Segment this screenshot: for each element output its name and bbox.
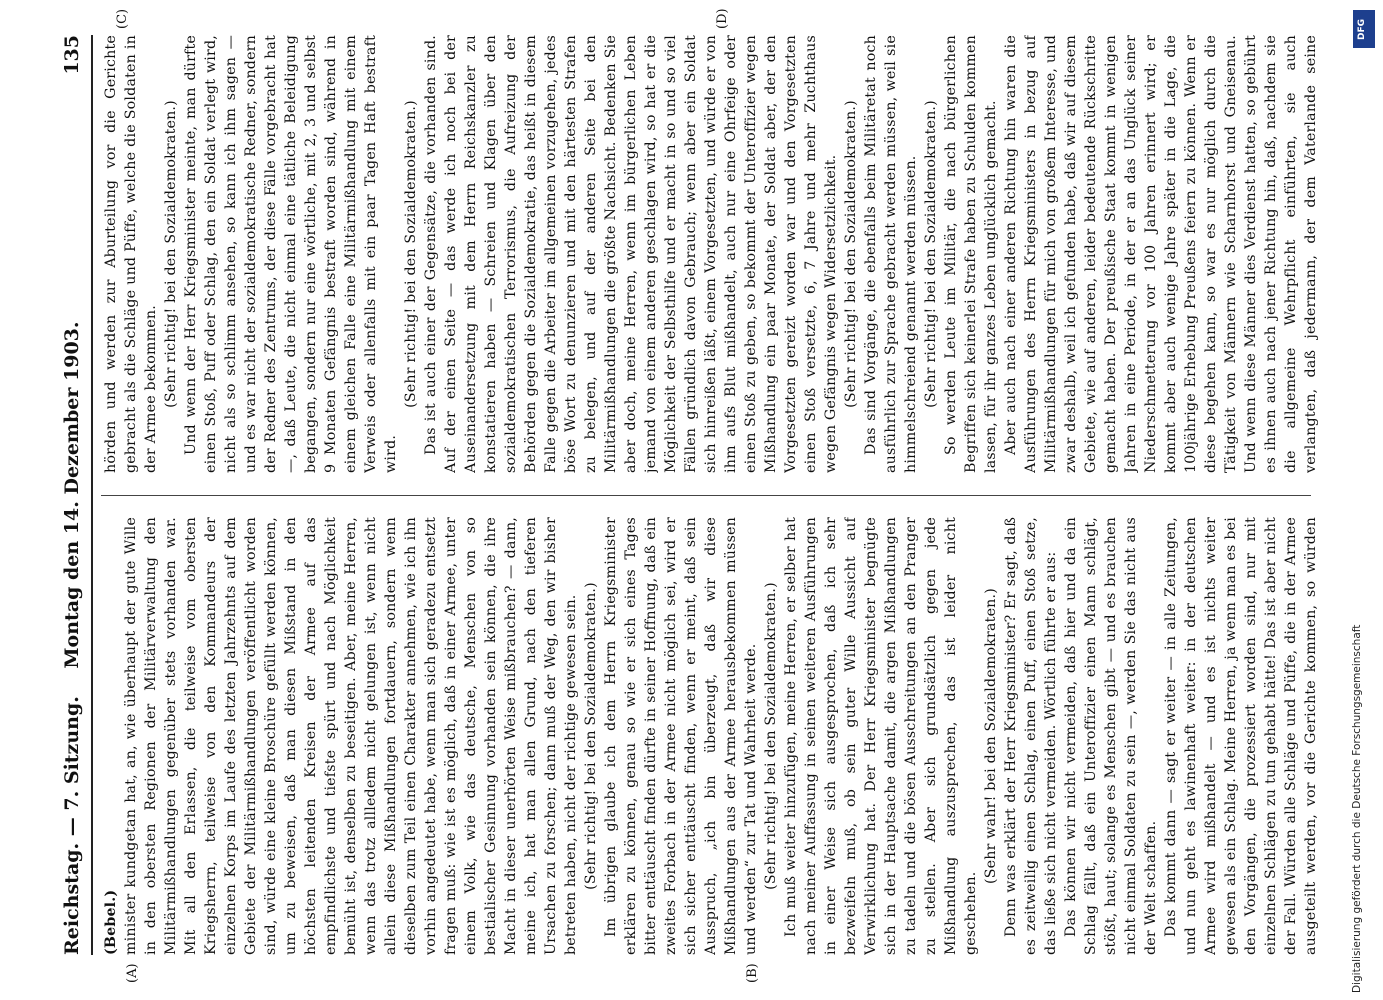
interjection: (Sehr richtig! bei den Sozialdemokraten.)	[163, 100, 179, 408]
paragraph: Denn was erklärt der Herr Kriegsminister? Er sagt, daß es zeitweilig einen Schlag, einen Puff, einen Stoß setze, das ließe sich nicht vermeiden. Wörtlich führte er aus:	[1003, 517, 1059, 955]
paragraph: Das sind Vorgänge, die ebenfalls beim Militäretat noch ausführlich zur Sprache gebracht werden müssen, weil sie himmelschreiend genannt werden müssen.	[863, 35, 919, 473]
paragraph: Das ist auch einer der Gegensätze, die vorhanden sind. Auf der einen Seite — das werde ich noch bei der Auseinandersetzung mit dem Herrn Reichskanzler zu konstatieren haben — Schreien und Klagen über den sozialdemokratischen Terrorismus, die Aufreizung der Behörden gegen die Sozialdemokratie, das heißt in diesem Falle gegen die Arbeiter im allgemeinen vorzugehen, jedes böse Wort zu denunzieren und mit den härtesten Strafen zu belegen, und auf der anderen Seite bei den Militärmißhandlungen die größte Nachsicht. Bedenken Sie aber doch, meine Herren, wenn im bürgerlichen Leben jemand von einem anderen geschlagen wird, so hat er die Möglichkeit der Selbsthilfe und er macht in so und so viel Fällen gründlich davon Gebrauch; wenn aber ein Soldat sich hinreißen läßt, einem Vorgesetzten, und würde er von ihm aufs Blut mißhandelt, auch nur eine Ohrfeige oder einen Stoß zu geben, so bekommt der Unteroffizier wegen Mißhandlung ein paar Monate, der Soldat aber, der den Vorgesetzten gereizt worden war und den Vorgesetzten einen Stoß versetzte, 6, 7 Jahre und mehr Zuchthaus wegen Gefängnis wegen Widersetzlichkeit.	[423, 35, 839, 473]
paragraph: So werden Leute im Militär, die nach bürgerlichen Begriffen sich keinerlei Strafe haben zu Schulden kommen lassen, für ihr ganzes Leben unglücklich gemacht.	[943, 35, 999, 473]
left-column	[101, 517, 1321, 955]
column-divider	[101, 495, 1311, 496]
quotation: Das können wir nicht vermeiden, daß hier und da ein Schlag fällt, daß ein Unteroffizier einen Mann schlägt, stößt, haut; solange es Menschen gibt — und es brauchen nicht einmal Soldaten zu sein —, werden Sie das nicht aus der Welt schaffen.	[1063, 517, 1159, 955]
margin-marker-d: (D)	[715, 8, 730, 29]
paragraph: Im übrigen glaube ich dem Herrn Kriegsminister erklären zu können, genau so wie er sich eines Tages bitter enttäuscht finden dürfte in seiner Hoffnung, daß ein zweites Forbach in der Armee nicht möglich sei, wird er sich sicher enttäuscht finden, wenn er meint, daß sein Ausspruch, „ich bin überzeugt, daß wir diese Mißhandlungen aus der Armee herausbekommen müssen und werden“ zur Tat und Wahrheit werde.	[603, 517, 759, 955]
paragraph: Und wenn der Herr Kriegsminister meinte, man dürfte einen Stoß, Puff oder Schlag, den ein Soldat verlegt wird, nicht als so schlimm ansehen, so kann ich ihm sagen — und es war nicht der sozialdemokratische Redner, sondern der Redner des Zentrums, der diese Fälle vorgebracht hat —, daß Leute, die nicht einmal eine tätliche Beleidigung begangen, sondern nur eine wörtliche, mit 2, 3 und selbst 9 Monaten Gefängnis bestraft worden sind, während in einem gleichen Falle eine Militärmißhandlung mit einem Verweis oder allenfalls mit ein paar Tagen Haft bestraft wird.	[183, 35, 399, 473]
right-column	[101, 35, 1321, 473]
paragraph: hörden und werden zur Aburteilung vor die Gerichte gebracht als die Schläge und Püffe, welche die Soldaten in der Armee bekommen.	[103, 35, 159, 473]
header-date: Montag den 14. Dezember 1903.	[61, 321, 83, 669]
header-title: Reichstag. — 7. Sitzung.	[61, 696, 83, 955]
interjection: (Sehr richtig! bei den Sozialdemokraten.)	[583, 582, 599, 890]
dfg-logo: DFG	[1353, 10, 1375, 48]
document-page	[55, 8, 1335, 983]
margin-marker-c: (C)	[115, 8, 130, 29]
page-number: 135	[61, 35, 83, 75]
paragraph: minister kundgetan hat, an, wie überhaupt der gute Wille in den obersten Regionen der Militärverwaltung den Militärmißhandlungen gegenüber stets vorhanden war. Mit all den Erlassen, die teilweise vom obersten Kriegsherrn, teilweise von den Kommandeurs der einzelnen Korps im Laufe des letzten Jahrzehnts auf dem Gebiete der Militärmißhandlungen veröffentlicht worden sind, würde eine kleine Broschüre gefüllt werden können, um zu beweisen, daß man diesen Mißstand in den höchsten leitenden Kreisen der Armee auf das empfindlichste und tiefste spürt und nach Möglichkeit bemüht ist, denselben zu beseitigen. Aber, meine Herren, wenn das trotz allledem nicht gelungen ist, wenn nicht allein diese Mißhandlungen fortdauern, sondern wenn dieselben zum Teil einen Charakter annehmen, wie ich ihn vorhin angedeutet habe, wenn man sich geradezu entsetzt fragen muß: wie ist es möglich, daß in einer Armee, unter einem Volk, wie das deutsche, Menschen von so bestialischer Gesinnung vorhanden sein können, die ihre Macht in dieser unerhörten Weise mißbrauchen? — dann, meine ich, hat man allen Grund, nach den tieferen Ursachen zu forschen; dann muß der Weg, den wir bisher betreten haben, nicht der richtige gewesen sein.	[123, 517, 579, 955]
interjection: (Sehr richtig! bei den Sozialdemokraten.)	[923, 100, 939, 408]
interjection: (Sehr richtig! bei den Sozialdemokraten.)	[763, 582, 779, 890]
interjection: (Sehr wahr! bei den Sozialdemokraten.)	[983, 588, 999, 884]
interjection: (Sehr richtig! bei den Sozialdemokraten.)	[403, 100, 419, 408]
speaker-label: (Bebel.)	[103, 889, 119, 955]
digitization-note	[1351, 8, 1377, 993]
digitization-note-text: Digitalisierung gefördert durch die Deutsche Forschungsgemeinschaft	[1351, 624, 1363, 993]
margin-marker-b: (B)	[745, 963, 760, 983]
margin-marker-a: (A)	[125, 963, 140, 983]
page-header	[55, 35, 89, 955]
header-rule	[91, 35, 93, 955]
interjection: (Sehr richtig! bei den Sozialdemokraten.)	[843, 100, 859, 408]
paragraph: Aber auch nach einer anderen Richtung hin waren die Ausführungen des Herrn Kriegsministers in bezug auf Militärmißhandlungen für mich von großem Interesse, und zwar deshalb, weil ich gefunden habe, daß wir auf diesem Gebiete, wie auf anderen, leider bedeutende Rückschritte gemacht haben. Der preußische Staat kommt in wenigen Jahren in eine Periode, in der er an das Unglück seiner Niederschmetterung vor 100 Jahren erinnert wird; er kommt aber auch wenige Jahre später in die Lage, die 100jährige Erhebung Preußens feiern zu können. Wenn er diese begehen kann, so war es nur möglich durch die Tätigkeit von Männern wie Scharnhorst und Gneisenau. Und wenn diese Männer dies Verdienst hatten, so gebührt es ihnen auch nach jener Richtung hin, daß, nachdem sie die allgemeine Wehrpflicht einführten, sie auch verlangten, daß jedermann, der dem Vaterlande seine	[1003, 35, 1319, 473]
paragraph: Das kommt dann — sagt er weiter — in alle Zeitungen, und nun geht es lawinenhaft weiter: in der deutschen Armee wird mißhandelt — und es ist nichts weiter gewesen als ein Schlag. Meine Herren, ja wenn man es bei den Vorgängen, die prozessiert worden sind, nur mit einzelnen Schlägen zu tun gehabt hätte! Das ist aber nicht der Fall. Würden alle Schläge und Püffe, die in der Armee ausgeteilt werden, vor die Gerichte kommen, so würden	[1163, 517, 1319, 955]
paragraph: Ich muß weiter hinzufügen, meine Herren, er selber hat nach meiner Auffassung in seinen weiteren Ausführungen in einer Weise sich ausgesprochen, daß ich sehr bezweifeln muß, ob sein guter Wille Aussicht auf Verwirklichung hat. Der Herr Kriegsminister begnügte sich in der Hauptsache damit, die argen Mißhandlungen zu tadeln und die bösen Ausschreitungen an den Pranger zu stellen. Aber sich grundsätzlich gegen jede Mißhandlung auszusprechen, das ist leider nicht geschehen.	[783, 517, 979, 955]
